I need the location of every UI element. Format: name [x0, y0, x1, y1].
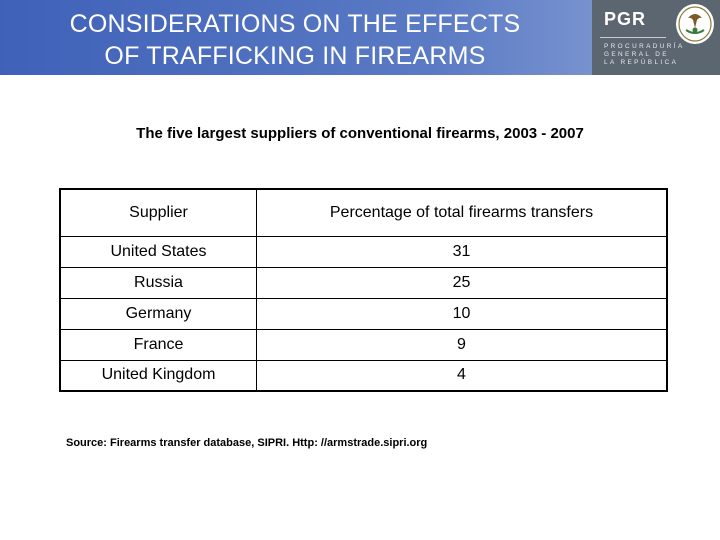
agency-line-1: PROCURADURÍA [604, 43, 685, 50]
table-row [60, 236, 667, 267]
column-header-percentage: Percentage of total firearms transfers [257, 189, 668, 236]
table-caption: The five largest suppliers of conventional firearms, 2003 - 2007 [136, 125, 584, 142]
table-row [60, 298, 667, 329]
logo-divider [600, 37, 666, 38]
supplier-cell: Russia [60, 267, 257, 298]
percentage-cell: 10 [257, 298, 668, 329]
percentage-cell: 9 [257, 329, 668, 360]
percentage-cell: 4 [257, 360, 668, 391]
table-row [60, 360, 667, 391]
agency-line-3: LA REPÚBLICA [604, 59, 679, 66]
supplier-cell: France [60, 329, 257, 360]
supplier-cell: Germany [60, 298, 257, 329]
table-header-row [60, 189, 667, 236]
source-note: Source: Firearms transfer database, SIPRI. Http: //armstrade.sipri.org [66, 437, 428, 449]
pgr-logo-acronym: PGR [604, 9, 647, 29]
supplier-cell: United Kingdom [60, 360, 257, 391]
slide-title [40, 8, 550, 72]
pgr-agency-name [604, 43, 685, 67]
percentage-cell: 31 [257, 236, 668, 267]
mexican-eagle-seal-icon [676, 4, 714, 44]
slide-title-line-2: OF TRAFFICKING IN FIREARMS [104, 42, 486, 70]
table-row [60, 329, 667, 360]
agency-line-2: GENERAL DE [604, 51, 669, 58]
column-header-supplier: Supplier [60, 189, 257, 236]
suppliers-table [59, 188, 668, 392]
supplier-cell: United States [60, 236, 257, 267]
slide-title-line-1: CONSIDERATIONS ON THE EFFECTS [69, 10, 521, 38]
table-row [60, 267, 667, 298]
percentage-cell: 25 [257, 267, 668, 298]
